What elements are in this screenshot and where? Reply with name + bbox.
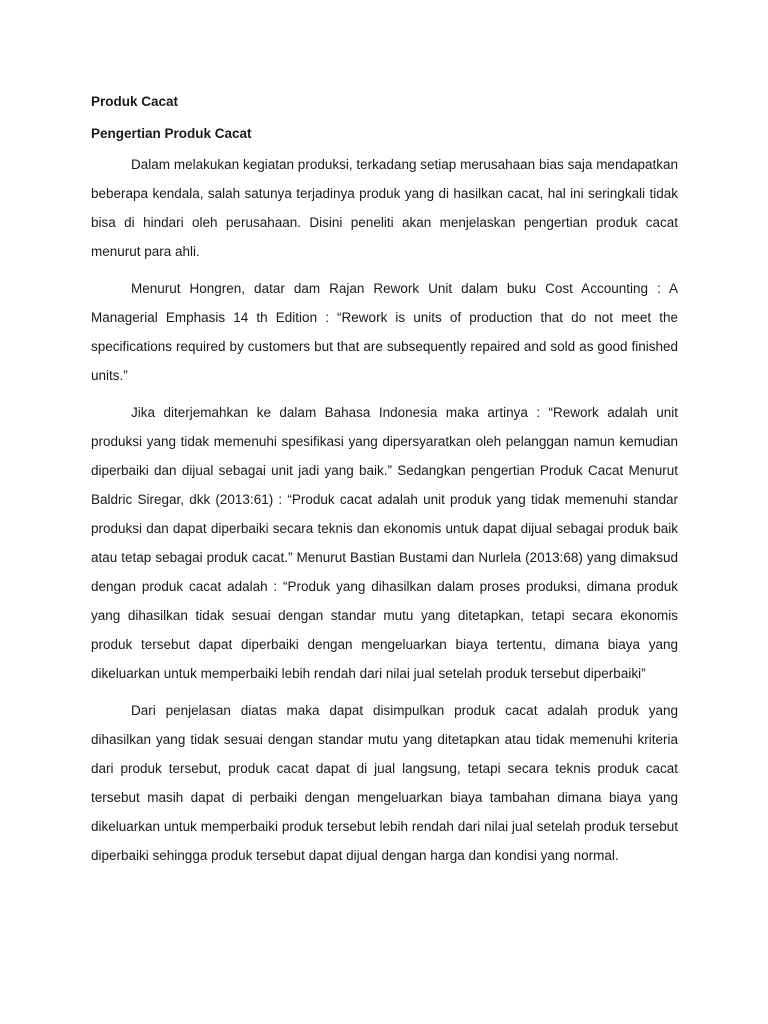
paragraph-translation-definitions: Jika diterjemahkan ke dalam Bahasa Indonesia maka artinya : “Rework adalah unit produksi yang tidak memenuhi spesifikasi yang dipersyaratkan oleh pelanggan namun kemudian diperbaiki dan dijual sebagai unit jadi yang baik.” Sedangkan pengertian Produk Cacat Menurut Baldric Siregar, dkk (2013:61) : “Produk cacat adalah unit produk yang tidak memenuhi standar produksi dan dapat diperbaiki secara teknis dan ekonomis untuk dapat dijual sebagai produk baik atau tetap sebagai produk cacat.” Menurut Bastian Bustami dan Nurlela (2013:68) yang dimaksud dengan produk cacat adalah : “Produk yang dihasilkan dalam proses produksi, dimana produk yang dihasilkan tidak sesuai dengan standar mutu yang ditetapkan, tetapi secara ekonomis produk tersebut dapat diperbaiki dengan mengeluarkan biaya tertentu, dimana biaya yang dikeluarkan untuk memperbaiki lebih rendah dari nilai jual setelah produk tersebut diperbaiki” (91, 405, 678, 681)
document-page (91, 86, 678, 870)
document-title: Produk Cacat (91, 94, 179, 109)
paragraph-hongren-quote: Menurut Hongren, datar dam Rajan Rework Unit dalam buku Cost Accounting : A Managerial Emphasis 14 th Edition : “Rework is units of production that do not meet the specifications required by customers but that are subsequently repaired and sold as good finished units.” (91, 281, 678, 383)
paragraph-intro: Dalam melakukan kegiatan produksi, terkadang setiap merusahaan bias saja mendapatkan beberapa kendala, salah satunya terjadinya produk yang di hasilkan cacat, hal ini seringkali tidak bisa di hindari oleh perusahaan. Disini peneliti akan menjelaskan pengertian produk cacat menurut para ahli. (91, 157, 678, 259)
section-heading: Pengertian Produk Cacat (91, 126, 252, 141)
paragraph-conclusion: Dari penjelasan diatas maka dapat disimpulkan produk cacat adalah produk yang dihasilkan yang tidak sesuai dengan standar mutu yang ditetapkan atau tidak memenuhi kriteria dari produk tersebut, produk cacat dapat di jual langsung, tetapi secara teknis produk cacat tersebut masih dapat di perbaiki dengan mengeluarkan biaya tambahan dimana biaya yang dikeluarkan untuk memperbaiki produk tersebut lebih rendah dari nilai jual setelah produk tersebut diperbaiki sehingga produk tersebut dapat dijual dengan harga dan kondisi yang normal. (91, 703, 678, 863)
